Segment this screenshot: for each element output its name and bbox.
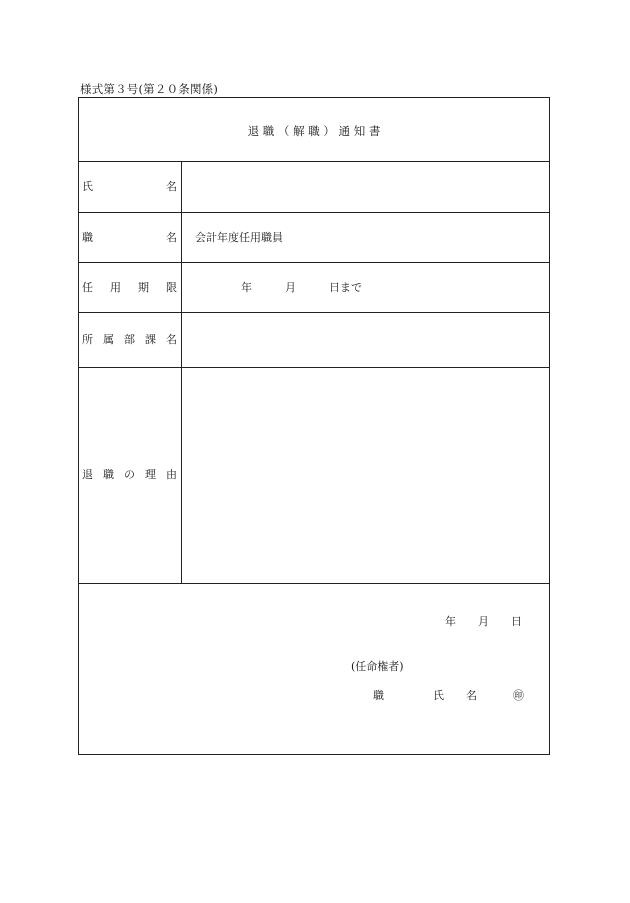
authority-label: (任命権者): [351, 660, 404, 673]
form-number: 様式第３号(第２０条関係): [80, 82, 219, 96]
divider: [79, 161, 549, 162]
column-divider: [181, 161, 182, 583]
seal-icon: ㊞: [513, 689, 524, 702]
term-value: 年 月 日まで: [241, 281, 362, 294]
position-label: 職名: [82, 231, 177, 244]
post-label: 職: [373, 689, 384, 702]
term-field[interactable]: [241, 279, 591, 297]
date-field[interactable]: 年 月 日: [445, 615, 522, 628]
divider: [79, 212, 549, 213]
divider: [79, 262, 549, 263]
position-field[interactable]: [195, 229, 545, 247]
department-field[interactable]: [191, 331, 541, 349]
reason-label: 退職の理由: [82, 468, 177, 481]
divider: [79, 367, 549, 368]
term-label: 任用期限: [82, 281, 177, 294]
divider: [79, 312, 549, 313]
notice-form: [78, 97, 550, 755]
divider: [79, 583, 549, 584]
position-value: 会計年度任用職員: [195, 231, 283, 244]
name-field[interactable]: [191, 178, 541, 196]
reason-field[interactable]: [183, 370, 547, 580]
department-label: 所属部課名: [82, 333, 177, 346]
name-label: 氏名: [82, 180, 177, 193]
signer-name-label: 氏 名: [433, 689, 477, 702]
document-title: 退 職 （ 解 職 ） 通 知 書: [247, 124, 381, 138]
